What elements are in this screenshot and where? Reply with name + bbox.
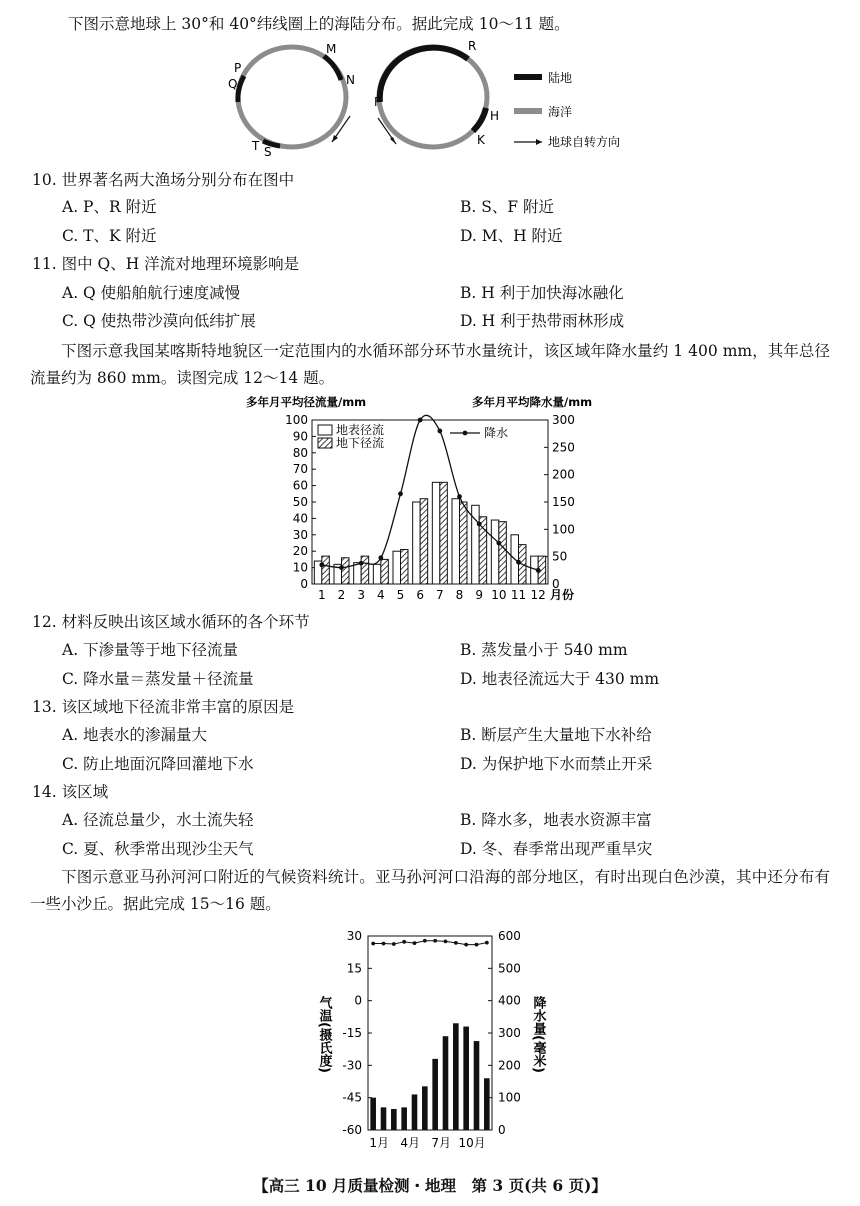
left-tick-label: 80 [292, 445, 308, 460]
precipitation-bar [422, 1086, 428, 1130]
groundwater-runoff-bar [342, 558, 350, 584]
intro-10-11: 下图示意地球上 30°和 40°纬线圈上的海陆分布。据此完成 10～11 题。 [68, 15, 570, 33]
x-tick-label: 2 [337, 588, 346, 602]
right-tick-label: 250 [552, 440, 575, 455]
right-tick-label: 300 [498, 1026, 521, 1040]
surface-runoff-bar [393, 551, 401, 584]
intro-12-14: 下图示意我国某喀斯特地貌区一定范围内的水循环部分环节水量统计，该区域年降水量约 1 400 mm，其年总径流量约为 860 mm。读图完成 12～14 题。 [30, 342, 830, 387]
q12-option-b: B. 蒸发量小于 540 mm [460, 641, 628, 659]
q11-stem: 11. 图中 Q、H 洋流对地理环境影响是 [32, 255, 300, 273]
x-tick-label: 12 [530, 588, 546, 602]
right-tick-label: 100 [498, 1090, 521, 1105]
precipitation-bar [391, 1109, 397, 1130]
q14-option-a: A. 径流总量少，水土流失轻 [62, 811, 254, 829]
legend-precip-label: 降水 [484, 426, 509, 440]
q14-option-b: B. 降水多，地表水资源丰富 [460, 811, 652, 829]
x-tick-label: 8 [455, 588, 464, 602]
groundwater-runoff-bar [420, 499, 428, 584]
left-tick-label: -45 [342, 1090, 362, 1105]
x-tick-label: 6 [416, 588, 424, 602]
q12-stem: 12. 材料反映出该区域水循环的各个环节 [32, 613, 310, 631]
legend-rotation-label: 地球自转方向 [548, 135, 621, 149]
precipitation-point [319, 562, 324, 567]
surface-runoff-bar [413, 502, 421, 584]
temperature-point [371, 942, 375, 946]
precipitation-point [378, 555, 383, 560]
left-tick-label: 50 [292, 495, 308, 509]
legend-surface-swatch [318, 425, 332, 435]
precipitation-bar [370, 1098, 376, 1130]
label-h: H [490, 109, 500, 123]
runoff-precipitation-chart [244, 392, 616, 602]
q13-option-d: D. 为保护地下水而禁止开采 [460, 755, 653, 773]
left-tick-label: -30 [342, 1058, 362, 1073]
plot-frame [368, 936, 492, 1130]
q12-option-d: D. 地表径流远大于 430 mm [460, 670, 660, 688]
precipitation-bar [474, 1041, 480, 1130]
right-tick-label: 50 [552, 549, 568, 564]
left-tick-label: -15 [342, 1026, 362, 1040]
precipitation-bar [432, 1059, 438, 1130]
left-tick-label: 90 [292, 429, 308, 444]
precipitation-bar [401, 1107, 407, 1130]
q10-option-d: D. M、H 附近 [460, 227, 563, 245]
temperature-point [475, 943, 479, 947]
x-tick-label: 1月 [369, 1136, 389, 1150]
temperature-point [382, 942, 386, 946]
x-tick-label: 4 [377, 588, 385, 602]
x-tick-label: 4月 [400, 1136, 420, 1150]
precipitation-point [496, 541, 501, 546]
q11-option-b: B. H 利于加快海冰融化 [460, 284, 624, 302]
right-land-fr [380, 48, 468, 102]
q13-option-a: A. 地表水的渗漏量大 [62, 726, 208, 744]
intro-15-16: 下图示意亚马孙河河口附近的气候资料统计。亚马孙河河口沿海的部分地区，有时出现白色沙漠，其中还分布有一些小沙丘。据此完成 15～16 题。 [30, 868, 830, 913]
right-tick-label: 150 [552, 495, 575, 509]
q10-option-c: C. T、K 附近 [62, 227, 157, 245]
right-tick-label: 400 [498, 993, 521, 1008]
q11-option-d: D. H 利于热带雨林形成 [460, 312, 625, 330]
left-tick-label: 10 [292, 560, 308, 575]
temperature-point [413, 941, 417, 945]
surface-runoff-bar [452, 499, 460, 584]
legend-ocean-label: 海洋 [548, 105, 573, 119]
q12-option-a: A. 下渗量等于地下径流量 [62, 641, 239, 659]
temperature-line [373, 941, 487, 945]
precipitation-bar [453, 1023, 459, 1130]
left-tick-label: 40 [292, 511, 308, 526]
latitude-circles-figure [228, 38, 636, 158]
x-tick-label: 7月 [431, 1136, 451, 1150]
precipitation-point [339, 565, 344, 570]
precipitation-bar [443, 1036, 449, 1130]
x-axis-label: 月份 [550, 588, 575, 602]
left-tick-label: 70 [292, 462, 308, 477]
precipitation-bar [484, 1078, 490, 1130]
q14-option-c: C. 夏、秋季常出现沙尘天气 [62, 840, 254, 858]
left-tick-label: 100 [285, 413, 308, 427]
groundwater-runoff-bar [381, 559, 389, 584]
legend-ocean-swatch [514, 108, 542, 114]
precipitation-point [477, 521, 482, 526]
label-p: P [234, 61, 242, 75]
temperature-point [444, 939, 448, 943]
precipitation-point [437, 429, 442, 434]
page-footer: 【高三 10 月质量检测・地理 第 3 页(共 6 页)】 [253, 1176, 607, 1195]
groundwater-runoff-bar [440, 482, 448, 584]
right-tick-label: 100 [552, 522, 575, 537]
left-axis-title: 多年月平均径流量/mm [246, 395, 367, 409]
q13-option-b: B. 断层产生大量地下水补给 [460, 726, 652, 744]
right-tick-label: 200 [552, 467, 575, 482]
legend-land-swatch [514, 74, 542, 80]
right-tick-label: 300 [552, 413, 575, 427]
right-axis-title: 多年月平均降水量/mm [472, 395, 593, 409]
right-tick-label: 0 [552, 577, 560, 591]
groundwater-runoff-bar [322, 556, 330, 584]
left-tick-label: 20 [292, 544, 308, 559]
climate-chart [310, 926, 550, 1154]
groundwater-runoff-bar [401, 550, 409, 584]
precipitation-bar [463, 1027, 469, 1130]
temperature-point [392, 942, 396, 946]
x-tick-label: 3 [357, 588, 365, 602]
q10-option-b: B. S、F 附近 [460, 198, 555, 216]
q14-stem: 14. 该区域 [32, 783, 109, 801]
temperature-point [402, 940, 406, 944]
x-tick-label: 1 [318, 588, 326, 602]
left-tick-label: 15 [346, 961, 362, 976]
left-tick-label: 0 [300, 577, 308, 591]
q11-option-c: C. Q 使热带沙漠向低纬扩展 [62, 312, 256, 330]
precipitation-bar [412, 1094, 418, 1130]
label-k: K [477, 133, 485, 147]
legend-land-label: 陆地 [548, 71, 573, 85]
legend-precip-point [463, 431, 468, 436]
precipitation-point [359, 561, 364, 566]
label-s: S [264, 145, 272, 158]
x-tick-label: 10月 [458, 1136, 486, 1150]
right-tick-label: 500 [498, 961, 521, 976]
temperature-point [423, 939, 427, 943]
label-t: T [252, 139, 260, 153]
left-tick-label: 60 [292, 478, 308, 493]
left-tick-label: 0 [354, 993, 362, 1008]
precipitation-axis-title: 降水量(毫米) [530, 996, 546, 1073]
q13-stem: 13. 该区域地下径流非常丰富的原因是 [32, 698, 295, 716]
q11-option-a: A. Q 使船舶航行速度减慢 [62, 284, 241, 302]
precipitation-point [398, 491, 403, 496]
temperature-point [485, 941, 489, 945]
x-tick-label: 5 [396, 588, 405, 602]
surface-runoff-bar [373, 564, 381, 584]
precipitation-point [536, 568, 541, 573]
legend-surface-label: 地表径流 [336, 423, 385, 437]
q10-option-a: A. P、R 附近 [62, 198, 157, 216]
right-tick-label: 200 [498, 1058, 521, 1073]
surface-runoff-bar [354, 563, 362, 584]
label-r: R [468, 39, 477, 53]
left-tick-label: -60 [342, 1123, 362, 1137]
precipitation-point [418, 418, 423, 423]
precipitation-point [457, 494, 462, 499]
label-f: F [374, 95, 381, 109]
label-m: M [326, 42, 337, 56]
groundwater-runoff-bar [499, 522, 507, 584]
x-tick-label: 9 [475, 588, 483, 602]
label-q: Q [228, 77, 238, 91]
x-tick-label: 11 [510, 588, 527, 602]
q10-stem: 10. 世界著名两大渔场分别分布在图中 [32, 171, 295, 189]
temperature-point [433, 939, 437, 943]
legend-groundwater-label: 地下径流 [336, 436, 385, 450]
legend-groundwater-swatch [318, 438, 332, 448]
surface-runoff-bar [432, 482, 440, 584]
temperature-point [464, 943, 468, 947]
temperature-point [454, 941, 458, 945]
right-tick-label: 600 [498, 929, 521, 943]
precipitation-bar [381, 1107, 387, 1130]
temperature-axis-title: 气温(摄氏度) [316, 996, 332, 1073]
q14-option-d: D. 冬、春季常出现严重旱灾 [460, 840, 653, 858]
surface-runoff-bar [491, 520, 499, 584]
right-tick-label: 0 [498, 1123, 506, 1137]
q13-option-c: C. 防止地面沉降回灌地下水 [62, 755, 254, 773]
x-tick-label: 7 [436, 588, 444, 602]
right-land-hk [473, 108, 486, 131]
left-tick-label: 30 [346, 929, 362, 943]
x-tick-label: 10 [491, 588, 507, 602]
groundwater-runoff-bar [479, 517, 487, 584]
left-tick-label: 30 [292, 527, 308, 542]
groundwater-runoff-bar [361, 556, 369, 584]
groundwater-runoff-bar [460, 502, 468, 584]
q12-option-c: C. 降水量＝蒸发量＋径流量 [62, 670, 254, 688]
precipitation-point [516, 560, 521, 565]
label-n: N [346, 73, 355, 87]
